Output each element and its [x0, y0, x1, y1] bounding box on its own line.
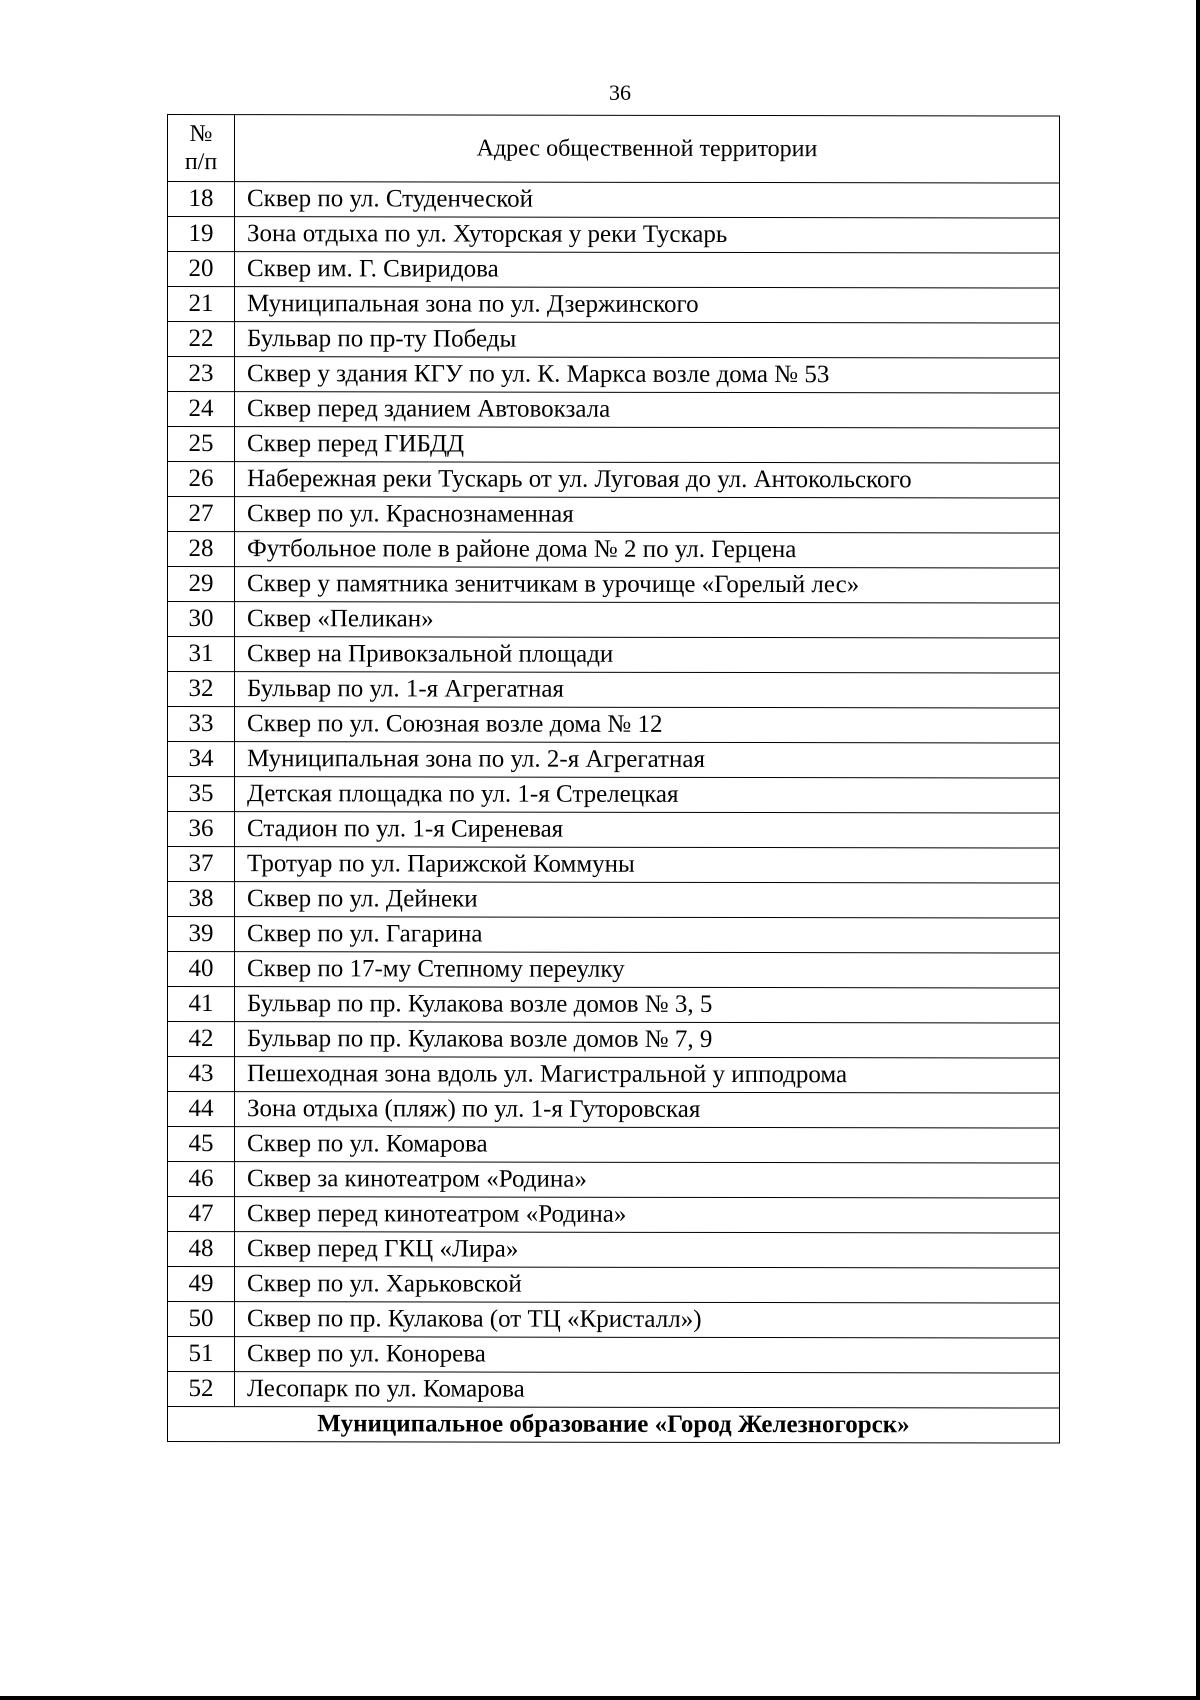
- row-address-cell: Сквер по ул. Союзная возле дома № 12: [235, 707, 1060, 743]
- row-address-cell: Сквер по ул. Студенческой: [235, 182, 1060, 218]
- table-body: [168, 115, 1060, 1444]
- row-address-cell: Сквер по ул. Краснознаменная: [235, 497, 1060, 533]
- row-number-cell: 39: [168, 917, 235, 952]
- table-row: [168, 742, 1060, 779]
- row-address-cell: Лесопарк по ул. Комарова: [235, 1372, 1060, 1408]
- table-row: [168, 217, 1060, 254]
- table-row: [168, 462, 1060, 499]
- row-number-cell: 20: [168, 252, 235, 287]
- table-row: [168, 252, 1060, 289]
- row-number-cell: 19: [168, 217, 235, 252]
- table-row: [168, 497, 1060, 534]
- row-number-cell: 22: [168, 322, 235, 357]
- row-address-cell: Сквер перед кинотеатром «Родина»: [235, 1197, 1060, 1233]
- table-header-row: [168, 115, 1060, 184]
- table-row: [168, 637, 1060, 674]
- row-address-cell: Бульвар по ул. 1-я Агрегатная: [235, 672, 1060, 708]
- table-row: [168, 1372, 1060, 1409]
- row-number-cell: 47: [168, 1197, 235, 1232]
- row-address-cell: Сквер за кинотеатром «Родина»: [235, 1162, 1060, 1198]
- row-number-cell: 38: [168, 882, 235, 917]
- row-number-cell: 29: [168, 567, 235, 602]
- row-address-cell: Пешеходная зона вдоль ул. Магистральной у ипподрома: [235, 1057, 1060, 1093]
- section-title: Муниципальное образование «Город Железногорск»: [168, 1407, 1060, 1444]
- table-row: [168, 707, 1060, 744]
- row-address-cell: Сквер у здания КГУ по ул. К. Маркса возле дома № 53: [235, 357, 1060, 393]
- row-number-cell: 18: [168, 182, 235, 217]
- row-number-cell: 25: [168, 427, 235, 462]
- table-row: [168, 987, 1060, 1024]
- table-row: [168, 322, 1060, 359]
- table-row: [168, 1232, 1060, 1269]
- row-address-cell: Зона отдыха по ул. Хуторская у реки Тускарь: [235, 217, 1060, 253]
- row-address-cell: Сквер по 17-му Степному переулку: [235, 952, 1060, 988]
- page-edge-right: [1196, 0, 1200, 1700]
- row-address-cell: Сквер перед зданием Автовокзала: [235, 392, 1060, 428]
- row-number-cell: 34: [168, 742, 235, 777]
- row-number-cell: 42: [168, 1022, 235, 1057]
- row-number-cell: 51: [168, 1337, 235, 1372]
- row-number-cell: 52: [168, 1372, 235, 1407]
- table-row: [168, 847, 1060, 884]
- row-address-cell: Сквер на Привокзальной площади: [235, 637, 1060, 673]
- row-address-cell: Детская площадка по ул. 1-я Стрелецкая: [235, 777, 1060, 813]
- row-address-cell: Набережная реки Тускарь от ул. Луговая до ул. Антокольского: [235, 462, 1060, 498]
- table-row: [168, 777, 1060, 814]
- table-row: [168, 1127, 1060, 1164]
- row-number-cell: 50: [168, 1302, 235, 1337]
- section-title-row: [168, 1407, 1060, 1444]
- table-row: [168, 287, 1060, 324]
- row-number-cell: 26: [168, 462, 235, 497]
- row-address-cell: Бульвар по пр. Кулакова возле домов № 7, 9: [235, 1022, 1060, 1058]
- table-row: [168, 1162, 1060, 1199]
- table-row: [168, 182, 1060, 219]
- row-address-cell: Сквер им. Г. Свиридова: [235, 252, 1060, 288]
- row-number-cell: 36: [168, 812, 235, 847]
- table-row: [168, 952, 1060, 989]
- table-row: [168, 1057, 1060, 1094]
- table-row: [168, 1302, 1060, 1339]
- row-address-cell: Тротуар по ул. Парижской Коммуны: [235, 847, 1060, 883]
- table-row: [168, 427, 1060, 464]
- table-row: [168, 1267, 1060, 1304]
- table-row: [168, 1022, 1060, 1059]
- row-address-cell: Сквер по ул. Харьковской: [235, 1267, 1060, 1303]
- row-number-cell: 27: [168, 497, 235, 532]
- table-row: [168, 917, 1060, 954]
- page-edge-bottom: [0, 1696, 1200, 1700]
- table-row: [168, 532, 1060, 569]
- table-row: [168, 357, 1060, 394]
- row-address-cell: Зона отдыха (пляж) по ул. 1-я Гуторовская: [235, 1092, 1060, 1128]
- row-number-cell: 23: [168, 357, 235, 392]
- row-address-cell: Сквер по пр. Кулакова (от ТЦ «Кристалл»): [235, 1302, 1060, 1338]
- row-number-cell: 30: [168, 602, 235, 637]
- row-number-cell: 33: [168, 707, 235, 742]
- table-row: [168, 882, 1060, 919]
- row-number-cell: 43: [168, 1057, 235, 1092]
- row-address-cell: Муниципальная зона по ул. 2-я Агрегатная: [235, 742, 1060, 778]
- row-address-cell: Сквер перед ГКЦ «Лира»: [235, 1232, 1060, 1268]
- table-row: [168, 1197, 1060, 1234]
- row-number-cell: 31: [168, 637, 235, 672]
- row-address-cell: Бульвар по пр. Кулакова возле домов № 3, 5: [235, 987, 1060, 1023]
- row-address-cell: Муниципальная зона по ул. Дзержинского: [235, 287, 1060, 323]
- row-number-cell: 35: [168, 777, 235, 812]
- row-address-cell: Сквер по ул. Комарова: [235, 1127, 1060, 1163]
- row-number-cell: 48: [168, 1232, 235, 1267]
- territories-table: [167, 114, 1060, 1444]
- page-number: 36: [609, 80, 631, 105]
- row-address-cell: Сквер по ул. Дейнеки: [235, 882, 1060, 918]
- table-row: [168, 1092, 1060, 1129]
- row-address-cell: Сквер перед ГИБДД: [235, 427, 1060, 463]
- table-row: [168, 392, 1060, 429]
- row-number-cell: 21: [168, 287, 235, 322]
- row-number-cell: 49: [168, 1267, 235, 1302]
- row-number-cell: 45: [168, 1127, 235, 1162]
- row-address-cell: Стадион по ул. 1-я Сиреневая: [235, 812, 1060, 848]
- table-row: [168, 567, 1060, 604]
- row-number-cell: 44: [168, 1092, 235, 1127]
- table-row: [168, 672, 1060, 709]
- header-number-symbol: №: [189, 121, 213, 148]
- table-row: [168, 812, 1060, 849]
- table-row: [168, 602, 1060, 639]
- row-address-cell: Сквер «Пеликан»: [235, 602, 1060, 638]
- row-number-cell: 41: [168, 987, 235, 1022]
- row-number-cell: 40: [168, 952, 235, 987]
- row-address-cell: Сквер по ул. Гагарина: [235, 917, 1060, 953]
- table-row: [168, 1337, 1060, 1374]
- row-number-cell: 24: [168, 392, 235, 427]
- header-number-abbrev: п/п: [184, 149, 218, 176]
- row-address-cell: Футбольное поле в районе дома № 2 по ул. Герцена: [235, 532, 1060, 568]
- row-number-cell: 32: [168, 672, 235, 707]
- row-address-cell: Сквер по ул. Конорева: [235, 1337, 1060, 1373]
- row-address-cell: Сквер у памятника зенитчикам в урочище «Горелый лес»: [235, 567, 1060, 603]
- row-number-cell: 28: [168, 532, 235, 567]
- header-number-cell: [168, 115, 235, 182]
- row-address-cell: Бульвар по пр-ту Победы: [235, 322, 1060, 358]
- row-number-cell: 37: [168, 847, 235, 882]
- header-address-cell: Адрес общественной территории: [235, 115, 1060, 183]
- row-number-cell: 46: [168, 1162, 235, 1197]
